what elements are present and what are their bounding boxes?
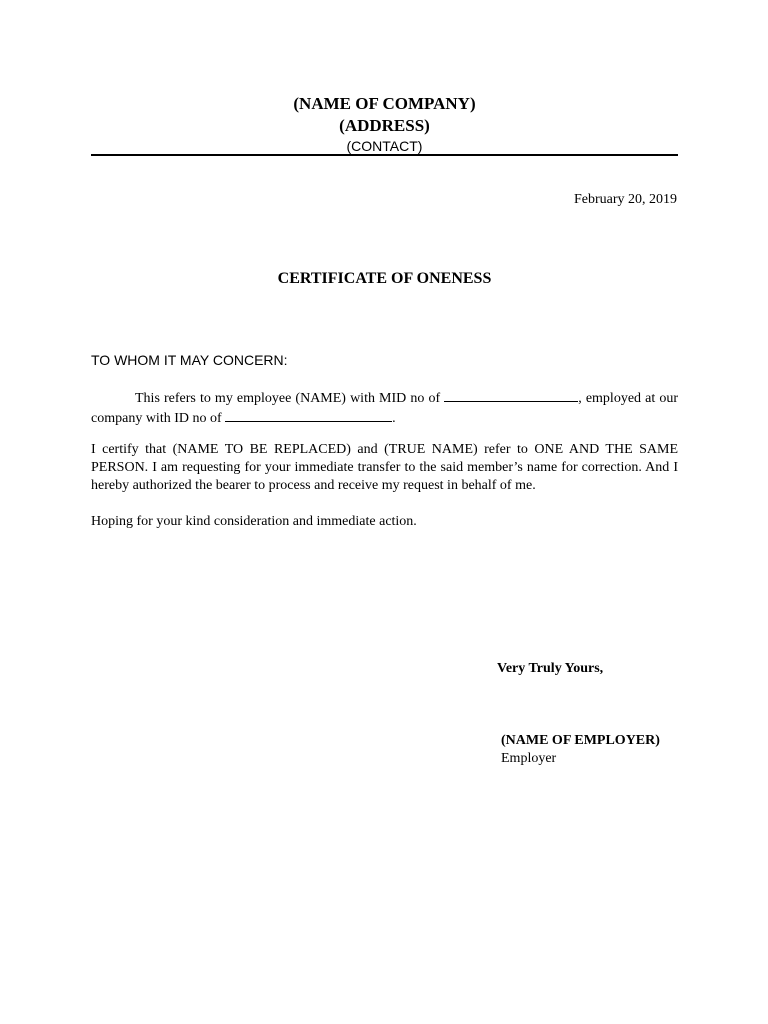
company-contact: (CONTACT)	[346, 138, 423, 154]
paragraph-certification: I certify that (NAME TO BE REPLACED) and (TRUE NAME) refer to ONE AND THE SAME PERSON. I am requesting for your immediate transfer to the said member’s name for correction. And I hereby authorized the bearer to process and receive my request in behalf of me.	[91, 442, 678, 493]
company-name: (NAME OF COMPANY)	[293, 94, 476, 113]
paragraph-text: .	[392, 411, 396, 426]
letterhead	[91, 93, 678, 155]
mid-number-blank	[444, 388, 578, 402]
paragraph-text: , employed at our company with ID no of	[91, 391, 678, 426]
document-title: CERTIFICATE OF ONENESS	[277, 270, 492, 287]
salutation: TO WHOM IT MAY CONCERN:	[91, 352, 288, 368]
complimentary-close: Very Truly Yours,	[497, 661, 604, 676]
id-number-blank	[225, 408, 392, 422]
paragraph-employee-reference	[91, 388, 678, 428]
company-address: (ADDRESS)	[339, 116, 430, 135]
header-divider	[91, 154, 678, 156]
signatory-name: (NAME OF EMPLOYER)	[501, 733, 660, 748]
letter-date: February 20, 2019	[573, 192, 677, 207]
paragraph-closing-request: Hoping for your kind consideration and immediate action.	[91, 514, 417, 529]
paragraph-text: This refers to my employee (NAME) with MID no of	[135, 391, 445, 406]
signatory-role: Employer	[501, 751, 557, 766]
